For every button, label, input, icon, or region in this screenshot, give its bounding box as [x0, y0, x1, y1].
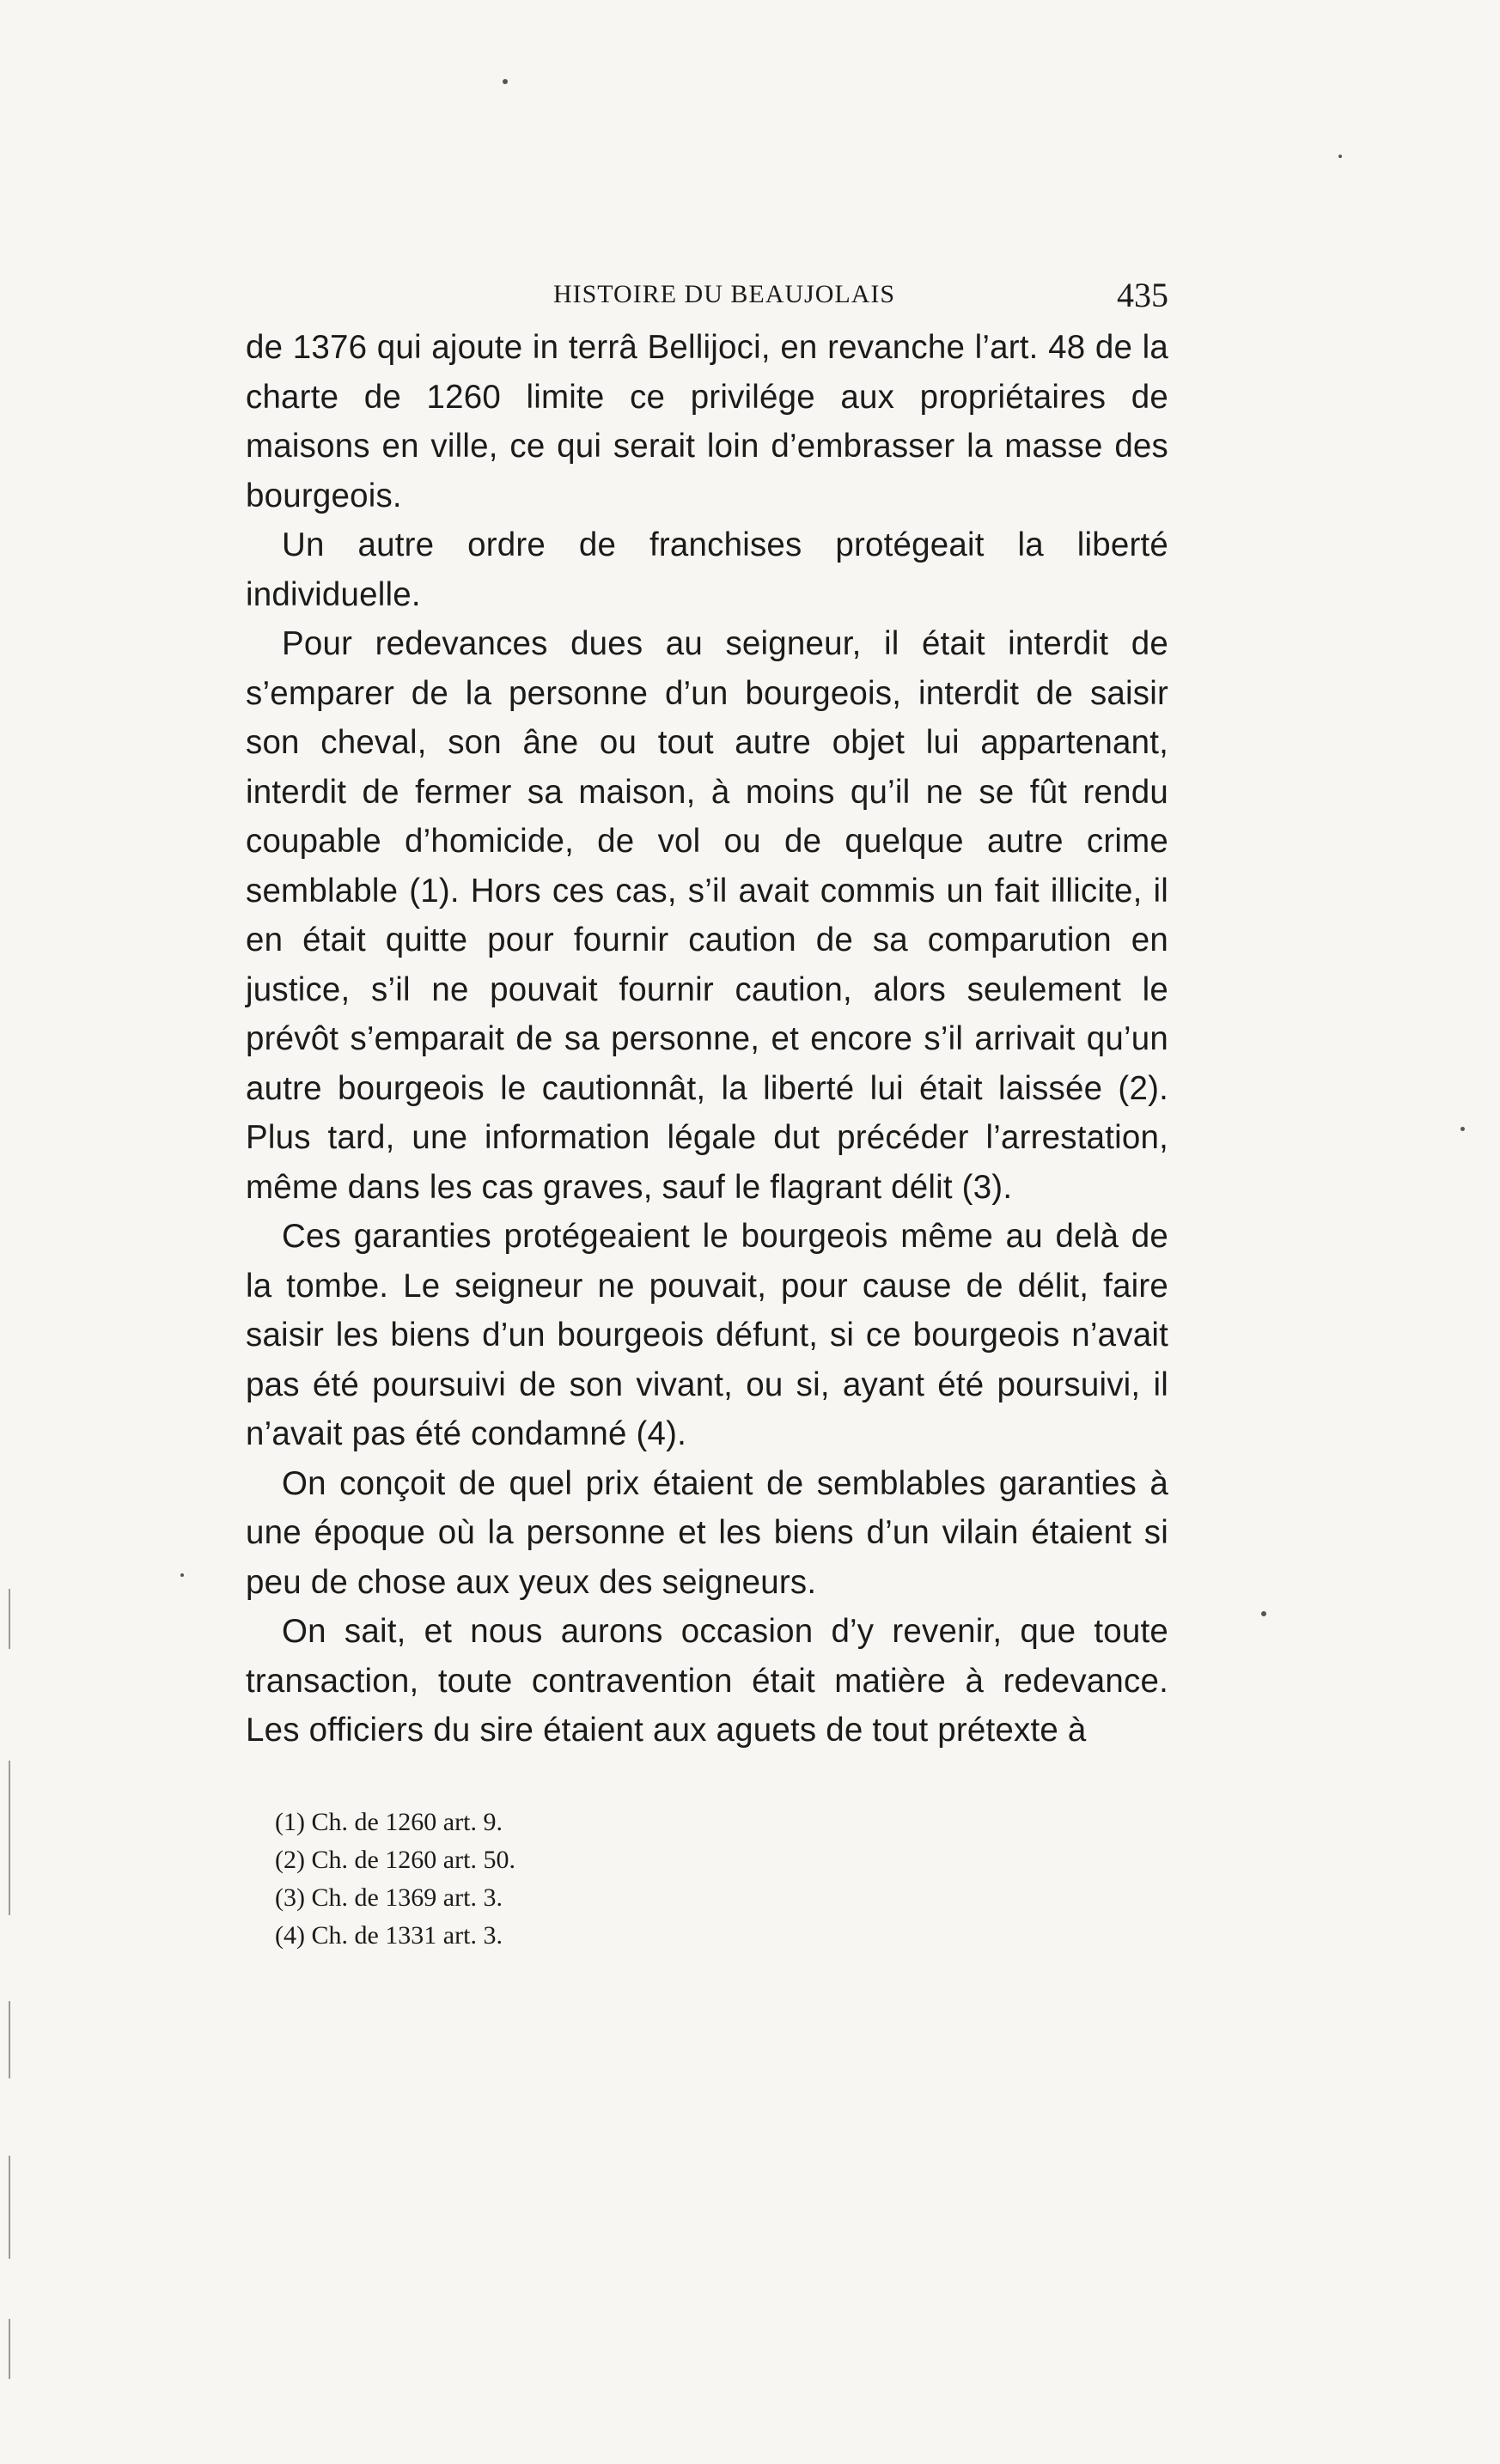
scan-speck: [503, 79, 508, 84]
book-page: [246, 275, 1168, 1955]
paragraph: Ces garanties protégeaient le bourgeois même au delà de la tombe. Le seigneur ne pouvait, pour cause de délit, faire saisir les biens d’un bourgeois défunt, si ce bourgeois n’avait pas été poursuivi de son vivant, ou si, ayant été poursuivi, il n’avait pas été condamné (4).: [246, 1218, 1168, 1452]
body-text: [246, 323, 1168, 1755]
footnotes: [246, 1804, 1168, 1955]
running-title: HISTOIRE DU BEAUJOLAIS: [552, 280, 896, 308]
paragraph: Un autre ordre de franchises protégeait la liberté individuelle.: [246, 526, 1168, 613]
footnote: (2) Ch. de 1260 art. 50.: [275, 1845, 515, 1874]
scan-margin-line: [9, 2156, 10, 2259]
scan-margin-line: [9, 2319, 10, 2379]
scan-margin-line: [9, 1761, 10, 1915]
page-number: 435: [1117, 276, 1168, 314]
paragraph: On conçoit de quel prix étaient de semblables garanties à une époque où la personne et les biens d’un vilain étaient si peu de chose aux yeux des seigneurs.: [246, 1464, 1168, 1601]
paragraph: Pour redevances dues au seigneur, il était interdit de s’emparer de la personne d’un bourgeois, interdit de saisir son cheval, son âne ou tout autre objet lui appartenant, interdit de fermer sa maison, à moins qu’il ne se fût rendu coupable d’homicide, de vol ou de quelque autre crime semblable (1). Hors ces cas, s’il avait commis un fait illicite, il en était quitte pour fournir caution de sa comparution en justice, s’il ne pouvait fournir caution, alors seulement le prévôt s’emparait de sa personne, et encore s’il arrivait qu’un autre bourgeois le cautionnât, la liberté lui était laissée (2). Plus tard, une information légale dut précéder l’arrestation, même dans les cas graves, sauf le flagrant délit (3).: [246, 625, 1168, 1206]
paragraph: On sait, et nous aurons occasion d’y revenir, que toute transaction, toute contravention était matière à redevance. Les officiers du sire étaient aux aguets de tout prétexte à: [246, 1613, 1168, 1749]
scan-speck: [1460, 1127, 1465, 1131]
footnote: (3) Ch. de 1369 art. 3.: [275, 1883, 503, 1912]
scan-margin-line: [9, 2001, 10, 2078]
scan-speck: [1261, 1611, 1266, 1616]
scan-margin-line: [9, 1589, 10, 1649]
scan-speck: [180, 1573, 184, 1577]
paragraph: de 1376 qui ajoute in terrâ Bellijoci, en revanche l’art. 48 de la charte de 1260 limite ce privilége aux propriétaires de maisons en ville, ce qui serait loin d’embrasser la masse des bourgeois.: [246, 329, 1168, 514]
footnote: (4) Ch. de 1331 art. 3.: [275, 1920, 503, 1950]
running-head: [246, 275, 1168, 323]
footnote: (1) Ch. de 1260 art. 9.: [275, 1807, 503, 1836]
scan-speck: [1338, 155, 1342, 158]
